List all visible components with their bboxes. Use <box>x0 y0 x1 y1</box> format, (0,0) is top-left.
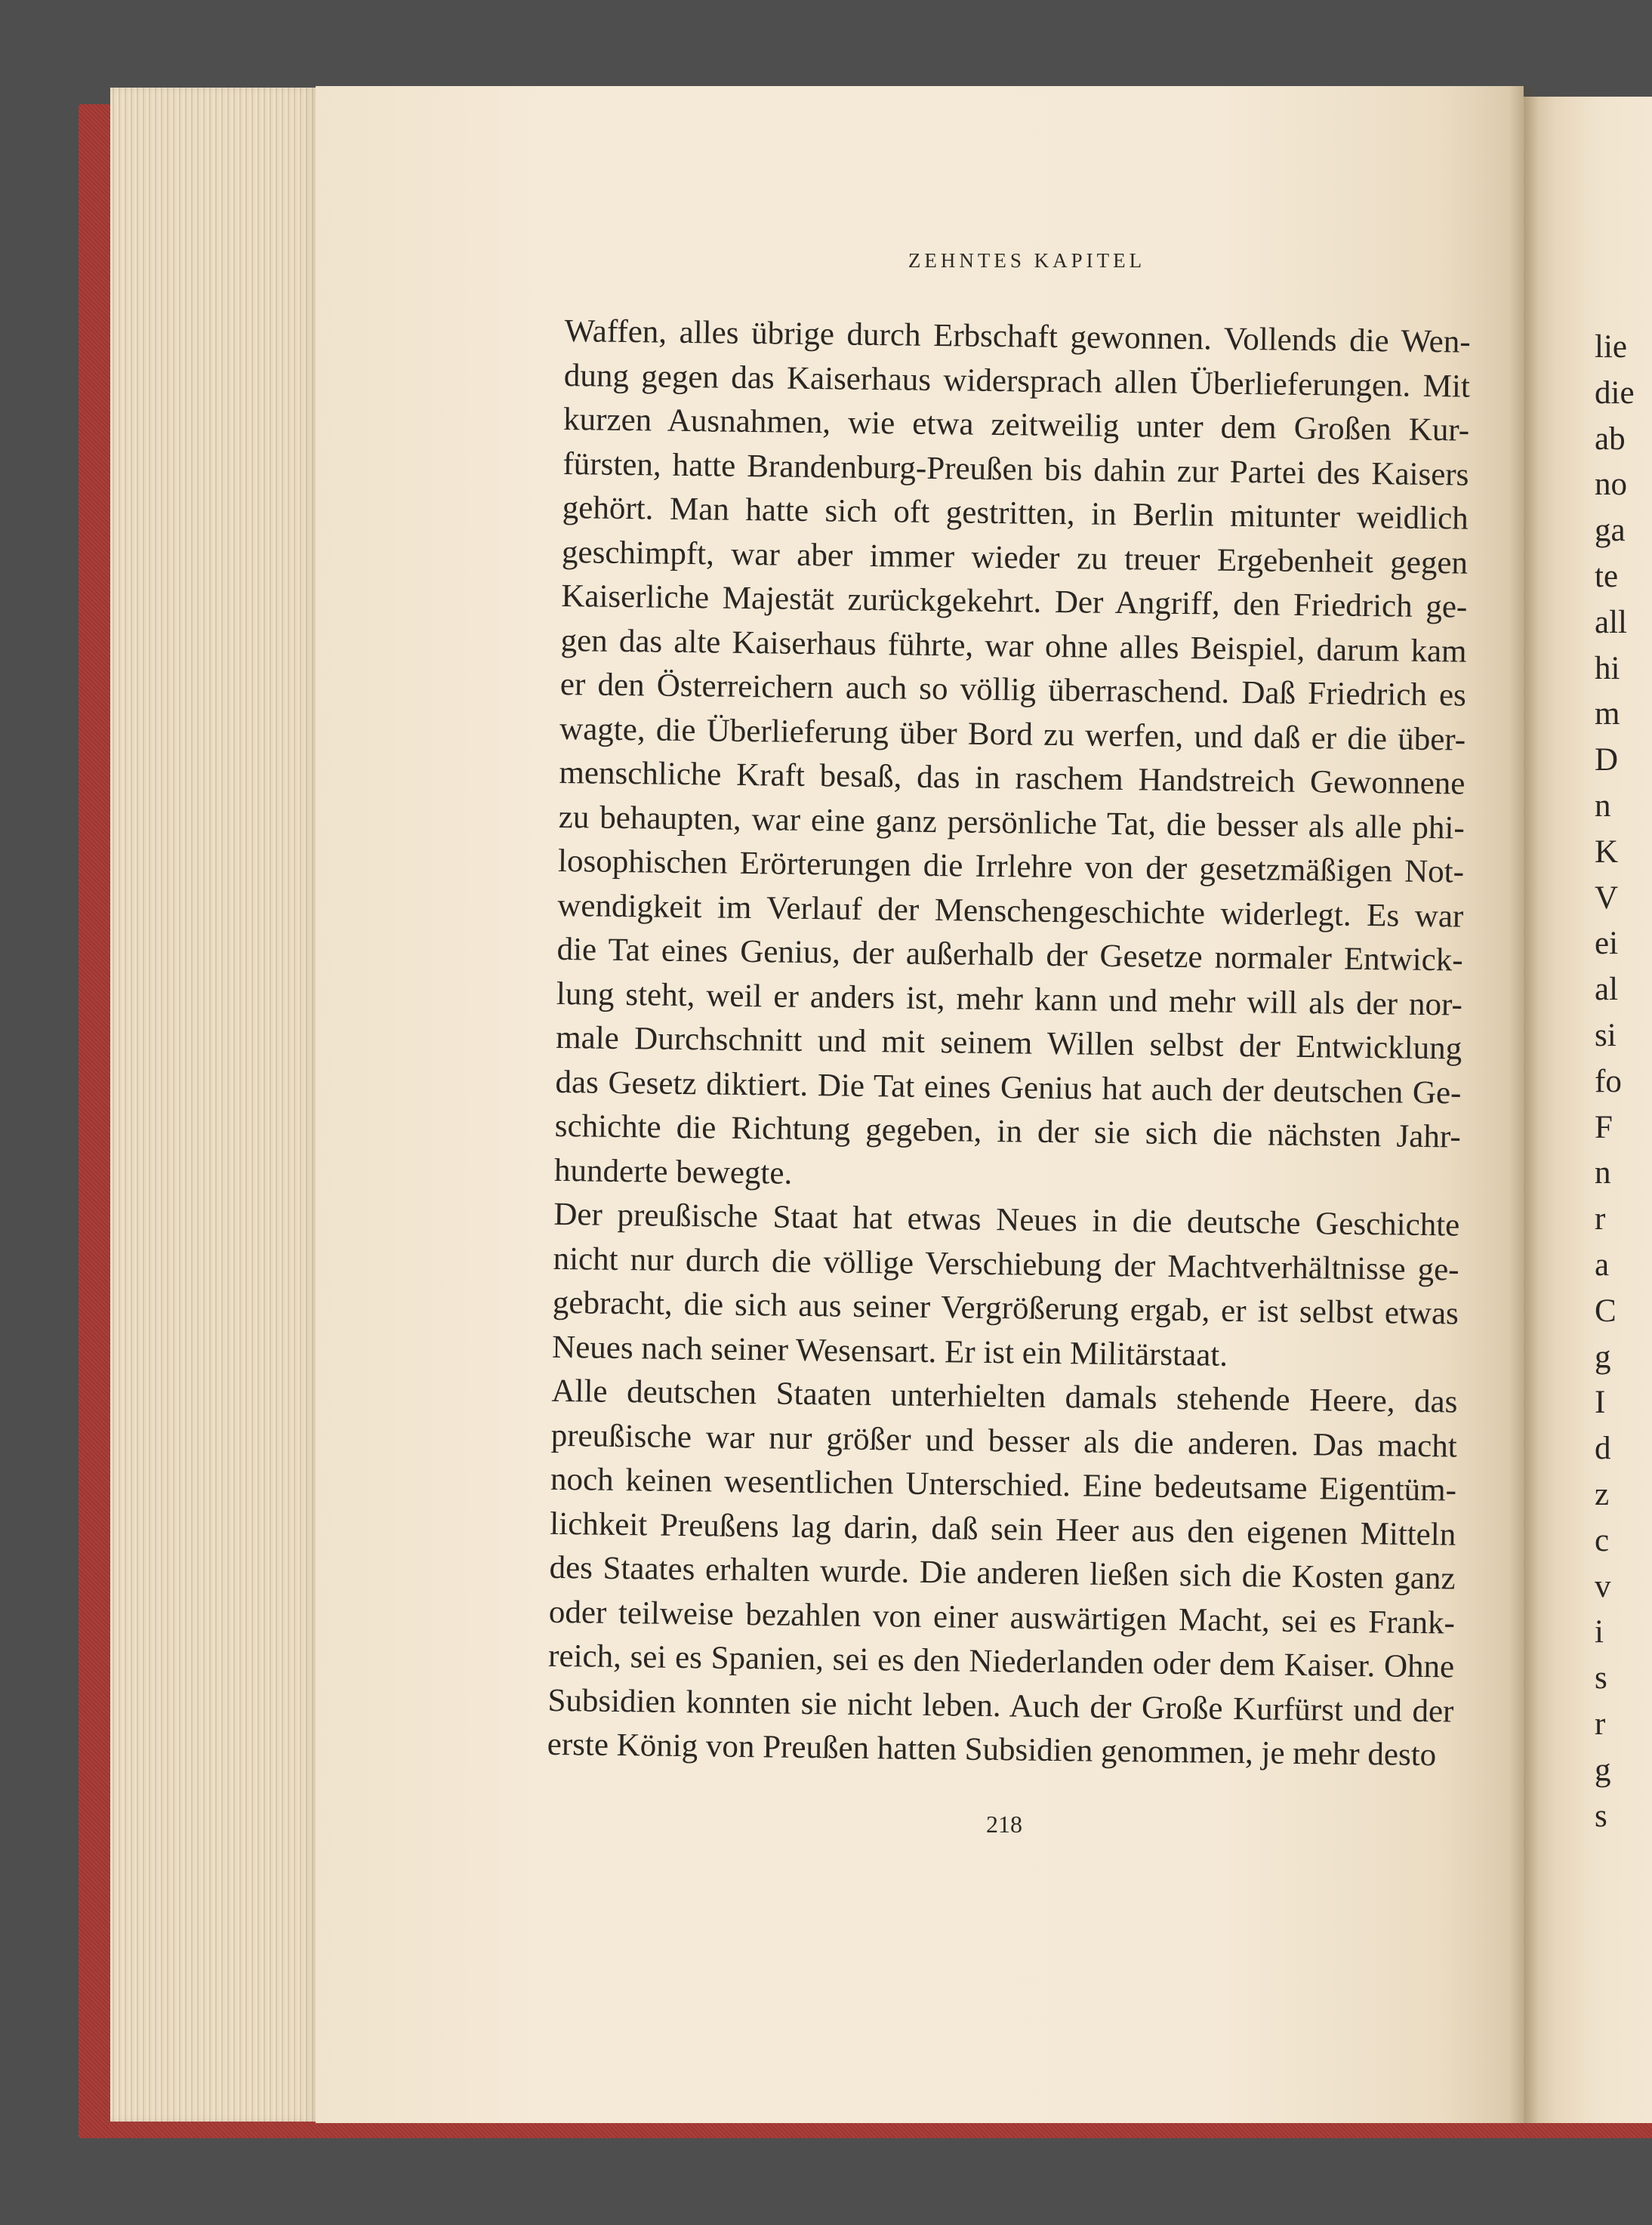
right-page-fragment: no <box>1595 467 1627 503</box>
right-page-fragment: C <box>1595 1293 1617 1329</box>
right-page-fragment: n <box>1595 1155 1611 1191</box>
right-page-fragment: lie <box>1595 329 1627 365</box>
text-line: dung gegen das Kaiserhaus widersprach allen Überlieferungen. Mit <box>563 357 1471 405</box>
body-text <box>547 310 1470 1778</box>
page-number: 218 <box>986 1811 1022 1838</box>
text-line: Kaiserliche Majestät zurückgekehrt. Der Angriff, den Friedrich ge- <box>561 578 1468 625</box>
text-line: oder teilweise bezahlen von einer auswärtigen Macht, sei es Frank- <box>548 1594 1456 1641</box>
right-page-fragment: ab <box>1595 421 1626 457</box>
text-line: wagte, die Überlieferung über Bord zu werfen, und daß er die über- <box>559 710 1466 758</box>
right-page-fragment: si <box>1595 1017 1617 1053</box>
text-line: zu behaupten, war eine ganz persönliche Tat, die besser als alle phi- <box>558 799 1465 846</box>
text-line: losophischen Erörterungen die Irrlehre von der gesetzmäßigen Not- <box>557 843 1465 890</box>
text-line: kurzen Ausnahmen, wie etwa zeitweilig unter dem Großen Kur- <box>562 401 1470 448</box>
right-page-fragment: m <box>1595 696 1620 732</box>
text-line: Neues nach seiner Wesensart. Er ist ein Militärstaat. <box>551 1329 1228 1373</box>
right-page-fragment: i <box>1595 1614 1604 1650</box>
right-page-fragment: g <box>1595 1752 1611 1788</box>
text-line: lichkeit Preußens lag darin, daß sein Heer aus den eigenen Mitteln <box>550 1505 1456 1553</box>
text-line: hunderte bewegte. <box>553 1152 793 1191</box>
text-line: das Gesetz diktiert. Die Tat eines Genius hat auch der deutschen Ge- <box>555 1064 1462 1111</box>
right-page-fragment: s <box>1595 1798 1607 1834</box>
right-page-fragment: r <box>1595 1706 1606 1742</box>
text-line: preußische war nur größer und besser als die anderen. Das macht <box>550 1417 1457 1465</box>
text-line: Der preußische Staat hat etwas Neues in die deutsche Geschichte <box>553 1196 1460 1243</box>
right-page-fragment: die <box>1595 374 1635 411</box>
right-page-fragment: hi <box>1595 650 1620 686</box>
text-line: fürsten, hatte Brandenburg-Preußen bis dahin zur Partei des Kaisers <box>562 445 1469 493</box>
text-line: des Staates erhalten wurde. Die anderen ließen sich die Kosten ganz <box>549 1549 1456 1597</box>
right-page-text <box>1595 325 1652 1839</box>
text-line: geschimpft, war aber immer wieder zu treuer Ergebenheit gegen <box>561 534 1469 581</box>
text-line: male Durchschnitt und mit seinem Willen selbst der Entwicklung <box>555 1019 1462 1067</box>
text-line: Subsidien konnten sie nicht leben. Auch der Große Kurfürst und der <box>547 1682 1454 1730</box>
right-page-fragment: s <box>1595 1660 1607 1696</box>
right-page-fragment: ga <box>1595 513 1626 549</box>
text-line: lung steht, weil er anders ist, mehr kann und mehr will als der nor- <box>556 975 1463 1023</box>
text-line: menschliche Kraft besaß, das in raschem Handstreich Gewonnene <box>559 754 1466 802</box>
right-page-fragment: d <box>1595 1431 1611 1467</box>
text-line: Waffen, alles übrige durch Erbschaft gewonnen. Vollends die Wen- <box>564 313 1471 360</box>
right-page-fragment: I <box>1595 1385 1606 1421</box>
right-page-fragment: all <box>1595 604 1627 640</box>
text-line: er den Österreichern auch so völlig überraschend. Daß Friedrich es <box>559 666 1467 713</box>
gutter-shadow <box>1509 86 1539 2123</box>
text-line: Alle deutschen Staaten unterhielten damals stehende Heere, das <box>551 1373 1458 1420</box>
right-page-fragment: a <box>1595 1247 1610 1283</box>
text-line: erste König von Preußen hatten Subsidien genommen, je mehr desto <box>547 1726 1437 1774</box>
text-line: wendigkeit im Verlauf der Menschengeschichte widerlegt. Es war <box>557 887 1464 935</box>
right-page-fragment: D <box>1595 742 1619 778</box>
running-header: ZEHNTES KAPITEL <box>908 249 1146 272</box>
right-page-fragment: fo <box>1595 1063 1622 1099</box>
text-line: reich, sei es Spanien, sei es den Niederlanden oder dem Kaiser. Ohne <box>547 1638 1455 1685</box>
page-edges <box>110 88 316 2122</box>
right-page-fragment: g <box>1595 1339 1611 1375</box>
right-page-fragment: al <box>1595 972 1619 1008</box>
text-line: schichte die Richtung gegeben, in der sie sich die nächsten Jahr- <box>554 1108 1461 1155</box>
text-line: nicht nur durch die völlige Verschiebung der Machtverhältnisse ge- <box>553 1240 1459 1288</box>
text-line: gehört. Man hatte sich oft gestritten, in Berlin mitunter weidlich <box>562 489 1469 537</box>
right-page-fragment: V <box>1595 880 1619 916</box>
text-line: gebracht, die sich aus seiner Vergrößerung ergab, er ist selbst etwas <box>552 1284 1459 1332</box>
right-page-fragment: v <box>1595 1568 1611 1604</box>
right-page-fragment: z <box>1595 1476 1610 1512</box>
right-page-fragment: te <box>1595 558 1619 594</box>
right-page-fragment: F <box>1595 1109 1613 1145</box>
text-line: noch keinen wesentlichen Unterschied. Eine bedeutsame Eigentüm- <box>550 1461 1457 1509</box>
text-line: gen das alte Kaiserhaus führte, war ohne alles Beispiel, darum kam <box>560 622 1467 670</box>
text-line: die Tat eines Genius, der außerhalb der Gesetze normaler Entwick- <box>556 931 1463 978</box>
right-page-fragment: r <box>1595 1201 1606 1237</box>
right-page-fragment: K <box>1595 834 1619 870</box>
right-page-fragment: ei <box>1595 926 1619 962</box>
right-page-fragment: n <box>1595 787 1611 824</box>
right-page-fragment: c <box>1595 1522 1610 1558</box>
